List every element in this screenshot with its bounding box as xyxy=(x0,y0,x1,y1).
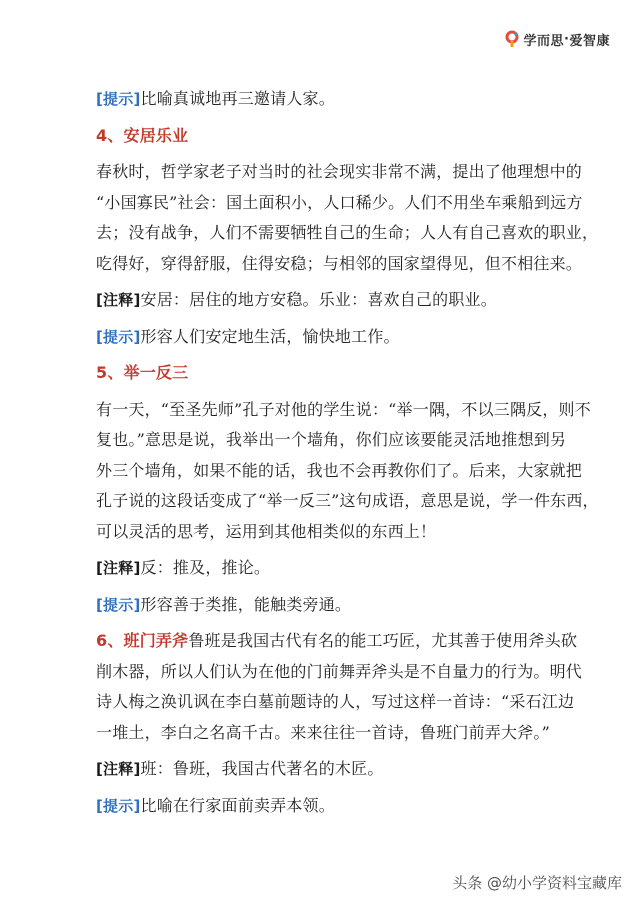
section-6-note xyxy=(96,754,570,785)
hint-tag: [提示] xyxy=(96,90,141,108)
note-text: 班：鲁班，我国古代著名的木匠。 xyxy=(140,759,384,778)
brand-separator: · xyxy=(564,31,570,47)
section-4-hint xyxy=(96,322,570,353)
body-line: 孔子说的这段话变成了“举一反三”这句成语，意思是说，学一件东西， xyxy=(96,491,599,510)
note-tag: [注释] xyxy=(96,760,141,778)
hint-tag: [提示] xyxy=(96,595,141,614)
section-5-body xyxy=(96,395,599,548)
section-4-title xyxy=(96,121,570,152)
body-line: 去；没有战争，人们不需要牺牲自己的生命；人人有自己喜欢的职业， xyxy=(96,223,599,242)
section-5-hint xyxy=(96,590,570,621)
hint-text: 形容善于类推，能触类旁通。 xyxy=(140,594,352,614)
note-text: 反：推及，推论。 xyxy=(140,558,271,577)
section-6-body xyxy=(96,626,583,748)
body-line: 诗人梅之涣讥讽在李白墓前题诗的人，写过这样一首诗：“采石江边 xyxy=(96,692,575,711)
body-line: 削木器，所以人们认为在他的门前舞弄斧头是不自量力的行为。明代 xyxy=(96,661,583,681)
note-tag: [注释] xyxy=(96,291,141,309)
note-text: 安居：居住的地方安稳。乐业：喜欢自己的职业。 xyxy=(140,290,497,309)
hint-text: 比喻在行家面前卖弄本领。 xyxy=(140,795,335,815)
hint-tag: [提示] xyxy=(96,796,141,815)
section-6-hint xyxy=(96,791,570,822)
page-header xyxy=(503,28,610,50)
section-5-title xyxy=(96,358,570,389)
brand-sub: 爱智康 xyxy=(569,33,610,49)
section-heading: 5、举一反三 xyxy=(96,363,189,382)
section-4-body xyxy=(96,157,599,279)
body-line: 一堆土，李白之名高千古。来来往往一首诗，鲁班门前弄大斧。” xyxy=(96,722,550,742)
brand-main: 学而思 xyxy=(523,33,565,49)
watermark: 头条 @幼小学资料宝藏库 xyxy=(452,874,622,892)
body-line: 复也。”意思是说，我举出一个墙角，你们应该要能灵活地推想到另 xyxy=(96,430,567,449)
hint-text: 形容人们安定地生活，愉快地工作。 xyxy=(140,326,400,346)
note-tag: [注释] xyxy=(96,559,141,577)
body-line: 外三个墙角，如果不能的话，我也不会再教你们了。后来，大家就把 xyxy=(96,460,583,480)
section-5-note xyxy=(96,553,570,584)
section-heading: 6、班门弄斧 xyxy=(96,631,189,650)
body-line: 吃得好，穿得舒服，住得安稳；与相邻的国家望得见，但不相往来。 xyxy=(96,253,583,273)
hint-tag: [提示] xyxy=(96,327,141,346)
body-line: 鲁班是我国古代有名的能工巧匠，尤其善于使用斧头砍 xyxy=(188,631,578,650)
body-line: 春秋时，哲学家老子对当时的社会现实非常不满，提出了他理想中的 xyxy=(96,162,583,181)
brand-logo-icon xyxy=(503,30,521,48)
body-line: 可以灵活的思考，运用到其他相类似的东西上！ xyxy=(96,521,437,541)
hint-text: 比喻真诚地再三邀请人家。 xyxy=(140,89,335,108)
section-heading: 4、安居乐业 xyxy=(96,125,189,145)
document-content xyxy=(96,84,599,827)
body-line: 有一天，“至圣先师”孔子对他的学生说：“举一隅，不以三隅反，则不 xyxy=(96,399,591,419)
body-line: “小国寡民”社会：国土面积小，人口稀少。人们不用坐车乘船到远方 xyxy=(96,192,583,212)
s3-hint xyxy=(96,84,570,115)
section-4-note xyxy=(96,285,570,316)
